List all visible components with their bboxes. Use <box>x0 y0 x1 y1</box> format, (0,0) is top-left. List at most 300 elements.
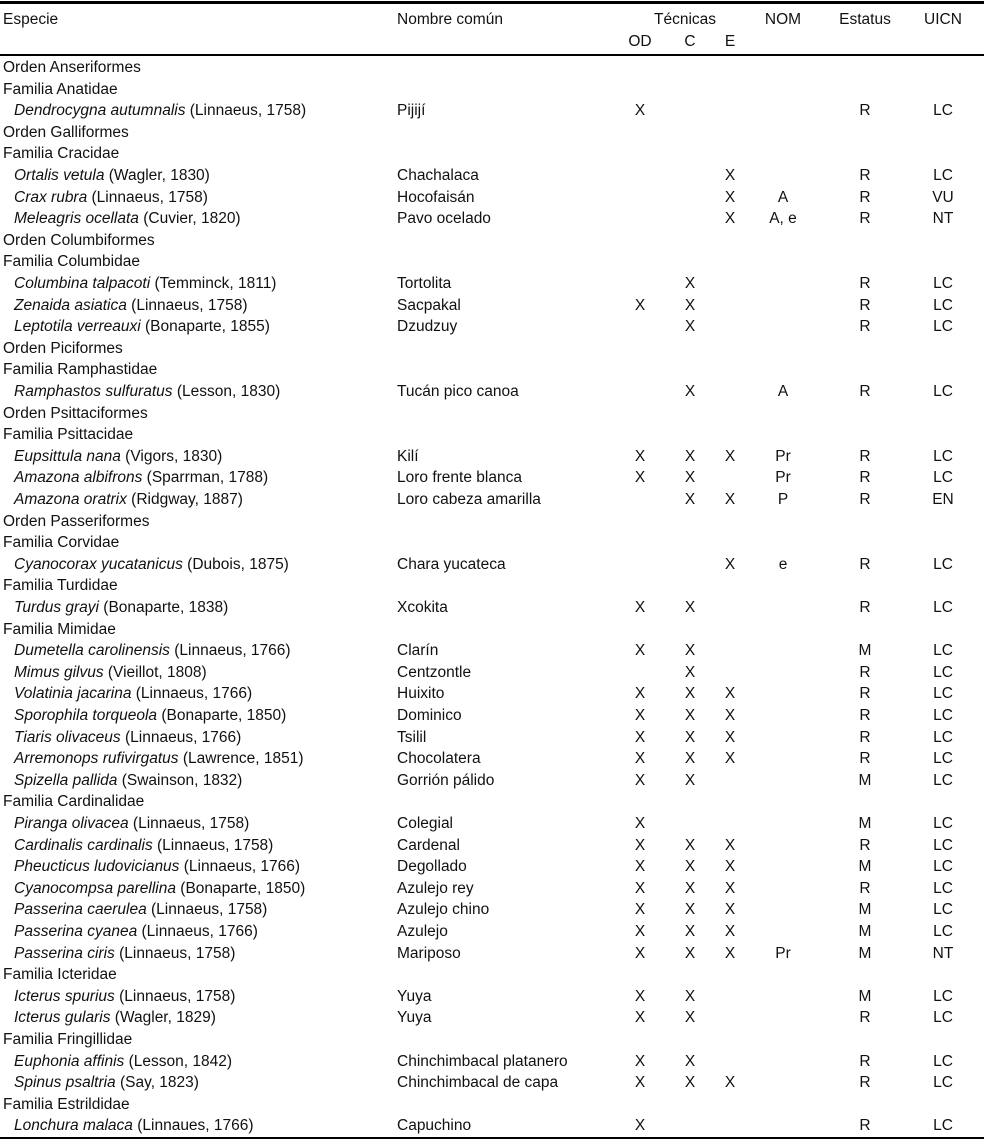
species-name: Spinus psaltria <box>14 1074 116 1092</box>
species-name: Turdus grayi <box>14 599 99 616</box>
species-cell <box>14 446 222 468</box>
group-label: Orden Piciformes <box>3 339 123 357</box>
estatus: M <box>858 858 872 876</box>
common-name: Capuchino <box>397 1117 472 1135</box>
species-name: Cyanocorax yucatanicus <box>14 555 183 573</box>
technique-c: X <box>684 447 696 465</box>
bottom-rule <box>0 1137 984 1139</box>
group-label: Familia Fringillidae <box>3 1031 133 1048</box>
common-name: Loro frente blanca <box>397 469 522 487</box>
uicn-status: LC <box>933 987 953 1005</box>
technique-od: X <box>634 944 646 962</box>
technique-od: X <box>634 685 646 703</box>
uicn-status: LC <box>933 771 953 789</box>
technique-e: X <box>724 210 736 228</box>
common-name: Chara yucateca <box>397 555 506 573</box>
species-name: Pheucticus ludovicianus <box>14 858 180 876</box>
uicn-status: LC <box>933 555 953 573</box>
nom-status: Pr <box>775 944 791 962</box>
species-author: (Bonaparte, 1838) <box>99 599 229 616</box>
uicn-status: LC <box>933 1117 953 1135</box>
estatus: R <box>859 1052 871 1070</box>
species-name: Zenaida asiatica <box>14 296 127 314</box>
technique-od: X <box>634 836 646 854</box>
uicn-status: LC <box>933 1074 953 1092</box>
group-label: Familia Cardinalidae <box>3 793 145 811</box>
group-row <box>0 359 984 381</box>
species-author: (Dubois, 1875) <box>182 555 289 573</box>
group-label: Orden Psittaciformes <box>3 404 148 422</box>
estatus: R <box>859 685 871 703</box>
technique-c: X <box>684 750 696 768</box>
header-od: OD <box>628 33 652 50</box>
estatus: M <box>858 923 872 940</box>
group-row <box>0 424 984 446</box>
species-author: (Linnaues, 1766) <box>132 1117 254 1135</box>
nom-status: A, e <box>769 210 797 228</box>
species-name: Sporophila torqueola <box>14 707 158 724</box>
estatus: R <box>859 318 871 336</box>
group-label: Familia Cracidae <box>3 145 120 163</box>
table-row <box>0 813 984 835</box>
technique-c: X <box>684 383 696 400</box>
technique-od: X <box>634 771 646 789</box>
technique-c: X <box>684 923 696 940</box>
header-uicn: UICN <box>924 11 962 28</box>
common-name: Huixito <box>397 685 445 703</box>
species-author: (Say, 1823) <box>115 1074 199 1092</box>
uicn-status: LC <box>933 1052 953 1070</box>
table-row <box>0 899 984 921</box>
group-label: Orden Columbiformes <box>3 231 155 249</box>
table-row <box>0 943 984 965</box>
estatus: R <box>859 491 871 508</box>
estatus: R <box>859 383 871 400</box>
technique-e: X <box>724 167 736 184</box>
species-cell <box>14 273 276 295</box>
technique-od: X <box>634 102 646 120</box>
species-cell <box>14 1072 199 1094</box>
species-cell <box>14 1007 216 1029</box>
table-row <box>0 165 984 187</box>
estatus: R <box>859 555 871 573</box>
table-row <box>0 835 984 857</box>
technique-c: X <box>684 685 696 703</box>
common-name: Chachalaca <box>397 167 479 184</box>
estatus: R <box>859 750 871 768</box>
technique-od: X <box>634 296 646 314</box>
species-name: Amazona oratrix <box>14 491 127 508</box>
species-cell <box>14 705 286 727</box>
table-row <box>0 489 984 511</box>
group-label: Orden Galliformes <box>3 123 129 141</box>
technique-c: X <box>684 491 696 508</box>
species-author: (Lesson, 1842) <box>124 1052 233 1070</box>
technique-c: X <box>684 987 696 1005</box>
species-author: (Cuvier, 1820) <box>138 210 241 228</box>
uicn-status: LC <box>933 815 953 832</box>
species-author: (Linnaeus, 1758) <box>114 987 236 1005</box>
estatus: R <box>859 599 871 616</box>
species-cell <box>14 943 235 965</box>
uicn-status: LC <box>933 167 953 184</box>
group-row <box>0 338 984 360</box>
common-name: Mariposo <box>397 944 461 962</box>
estatus: R <box>859 469 871 487</box>
uicn-status: LC <box>933 685 953 703</box>
species-author: (Vigors, 1830) <box>120 447 223 465</box>
technique-e: X <box>724 750 736 768</box>
uicn-status: LC <box>933 923 953 940</box>
uicn-status: LC <box>933 296 953 314</box>
header-estatus: Estatus <box>839 11 891 28</box>
technique-e: X <box>724 188 736 206</box>
uicn-status: LC <box>933 728 953 746</box>
species-cell <box>14 878 305 900</box>
technique-e: X <box>724 879 736 897</box>
uicn-status: LC <box>933 1009 953 1027</box>
technique-c: X <box>684 771 696 789</box>
common-name: Dzudzuy <box>397 318 458 336</box>
technique-od: X <box>634 1009 646 1027</box>
estatus: R <box>859 1074 871 1092</box>
group-row <box>0 1094 984 1116</box>
table-row <box>0 878 984 900</box>
estatus: M <box>858 771 872 789</box>
uicn-status: LC <box>933 102 953 120</box>
technique-c: X <box>684 642 696 660</box>
species-cell <box>14 1051 232 1073</box>
species-author: (Swainson, 1832) <box>117 771 243 789</box>
group-row <box>0 575 984 597</box>
group-label: Orden Anseriformes <box>3 59 141 76</box>
uicn-status: VU <box>932 188 954 206</box>
group-label: Familia Mimidae <box>3 620 116 638</box>
species-cell <box>14 986 235 1008</box>
technique-e: X <box>724 447 736 465</box>
species-author: (Linnaeus, 1766) <box>179 858 301 876</box>
species-name: Meleagris ocellata <box>14 210 139 228</box>
species-name: Eupsittula nana <box>14 447 121 465</box>
group-row <box>0 964 984 986</box>
species-cell <box>14 295 248 317</box>
technique-e: X <box>724 923 736 940</box>
table-row <box>0 187 984 209</box>
common-name: Loro cabeza amarilla <box>397 491 541 508</box>
technique-e: X <box>724 944 736 962</box>
species-name: Passerina caerulea <box>14 901 147 919</box>
species-author: (Bonaparte, 1850) <box>157 707 287 724</box>
species-cell <box>14 208 241 230</box>
header-nom: NOM <box>764 11 802 28</box>
estatus: R <box>859 707 871 724</box>
table-row <box>0 1051 984 1073</box>
common-name: Azulejo <box>397 923 448 940</box>
uicn-status: EN <box>932 491 954 508</box>
uicn-status: LC <box>933 836 953 854</box>
species-cell <box>14 748 303 770</box>
technique-od: X <box>634 815 646 832</box>
technique-od: X <box>634 707 646 724</box>
common-name: Pijijí <box>397 102 426 120</box>
species-cell <box>14 597 228 619</box>
species-cell <box>14 489 243 511</box>
common-name: Azulejo chino <box>397 901 490 919</box>
species-author: (Linnaeus, 1758) <box>126 296 248 314</box>
technique-od: X <box>634 1074 646 1092</box>
header-nombre-comun: Nombre común <box>397 11 503 28</box>
technique-od: X <box>634 1052 646 1070</box>
common-name: Clarín <box>397 642 439 660</box>
estatus: M <box>858 987 872 1005</box>
uicn-status: LC <box>933 447 953 465</box>
technique-c: X <box>684 1009 696 1027</box>
header-c: C <box>684 33 696 50</box>
technique-c: X <box>684 1052 696 1070</box>
technique-e: X <box>724 836 736 854</box>
group-row <box>0 122 984 144</box>
species-cell <box>14 554 289 576</box>
technique-od: X <box>634 642 646 660</box>
estatus: R <box>859 167 871 184</box>
species-name: Euphonia affinis <box>14 1052 125 1070</box>
species-name: Dumetella carolinensis <box>14 642 170 660</box>
common-name: Yuya <box>397 1009 432 1027</box>
group-label: Familia Turdidae <box>3 577 118 595</box>
species-name: Spizella pallida <box>14 771 118 789</box>
technique-e: X <box>724 901 736 919</box>
uicn-status: LC <box>933 318 953 336</box>
nom-status: Pr <box>775 447 791 465</box>
species-name: Amazona albifrons <box>14 469 143 487</box>
technique-c: X <box>684 901 696 919</box>
technique-c: X <box>684 318 696 336</box>
species-author: (Lesson, 1830) <box>172 383 281 400</box>
species-name: Tiaris olivaceus <box>14 728 121 746</box>
group-row <box>0 791 984 813</box>
table-row <box>0 446 984 468</box>
species-cell <box>14 856 300 878</box>
group-row <box>0 532 984 554</box>
uicn-status: LC <box>933 858 953 876</box>
species-cell <box>14 813 249 835</box>
species-author: (Ridgway, 1887) <box>126 491 243 508</box>
group-label: Familia Ramphastidae <box>3 361 158 379</box>
species-name: Lonchura malaca <box>14 1117 133 1135</box>
species-cell <box>14 683 252 705</box>
species-author: (Linnaeus, 1758) <box>146 901 268 919</box>
common-name: Cardenal <box>397 836 460 854</box>
species-cell <box>14 770 242 792</box>
technique-od: X <box>634 1117 646 1135</box>
common-name: Gorrión pálido <box>397 771 495 789</box>
group-row <box>0 619 984 641</box>
table-row <box>0 316 984 338</box>
group-row <box>0 511 984 533</box>
species-cell <box>14 100 306 122</box>
group-row <box>0 251 984 273</box>
species-author: (Wagler, 1829) <box>110 1009 216 1027</box>
group-row <box>0 57 984 79</box>
table-row <box>0 986 984 1008</box>
common-name: Kilí <box>397 447 419 465</box>
species-name: Cyanocompsa parellina <box>14 879 176 897</box>
species-cell <box>14 899 267 921</box>
uicn-status: LC <box>933 879 953 897</box>
species-name: Icterus spurius <box>14 987 115 1005</box>
uicn-status: LC <box>933 469 953 487</box>
common-name: Yuya <box>397 987 432 1005</box>
species-author: (Linnaeus, 1758) <box>152 836 274 854</box>
common-name: Colegial <box>397 815 454 832</box>
technique-od: X <box>634 447 646 465</box>
species-name: Passerina cyanea <box>14 923 138 940</box>
estatus: M <box>858 901 872 919</box>
table-row <box>0 856 984 878</box>
technique-od: X <box>634 987 646 1005</box>
species-name: Arremonops rufivirgatus <box>14 750 179 768</box>
group-row <box>0 1029 984 1051</box>
table-row <box>0 467 984 489</box>
common-name: Chocolatera <box>397 750 481 768</box>
technique-c: X <box>684 858 696 876</box>
table-row <box>0 100 984 122</box>
table-row <box>0 921 984 943</box>
estatus: R <box>859 188 871 206</box>
species-author: (Temminck, 1811) <box>150 275 277 292</box>
estatus: R <box>859 1117 871 1135</box>
nom-status: A <box>777 383 789 400</box>
estatus: R <box>859 102 871 120</box>
technique-c: X <box>684 1074 696 1092</box>
species-name: Ramphastos sulfuratus <box>14 383 173 400</box>
nom-status: Pr <box>775 469 791 487</box>
technique-c: X <box>684 296 696 314</box>
species-cell <box>14 640 291 662</box>
uicn-status: LC <box>933 275 953 292</box>
header-especie: Especie <box>3 11 59 28</box>
species-name: Columbina talpacoti <box>14 275 151 292</box>
table-row <box>0 554 984 576</box>
species-author: (Linnaeus, 1766) <box>137 923 258 940</box>
uicn-status: LC <box>933 663 953 681</box>
group-row <box>0 403 984 425</box>
estatus: R <box>859 275 871 292</box>
technique-c: X <box>684 663 696 681</box>
species-author: (Bonaparte, 1855) <box>140 318 270 336</box>
estatus: M <box>858 642 872 660</box>
table-row <box>0 1007 984 1029</box>
estatus: R <box>859 1009 871 1027</box>
common-name: Degollado <box>397 858 467 876</box>
group-row <box>0 79 984 101</box>
table-row <box>0 1115 984 1137</box>
technique-od: X <box>634 750 646 768</box>
header-rule <box>0 54 984 56</box>
technique-e: X <box>724 1074 736 1092</box>
technique-c: X <box>684 275 696 292</box>
estatus: R <box>859 836 871 854</box>
species-name: Leptotila verreauxi <box>14 318 141 336</box>
technique-od: X <box>634 923 646 940</box>
group-label: Familia Estrildidae <box>3 1095 130 1113</box>
species-name: Dendrocygna autumnalis <box>14 102 186 120</box>
species-author: (Lawrence, 1851) <box>178 750 304 768</box>
common-name: Chinchimbacal de capa <box>397 1074 559 1092</box>
uicn-status: LC <box>933 707 953 724</box>
common-name: Sacpakal <box>397 296 461 314</box>
group-label: Orden Passeriformes <box>3 512 150 530</box>
technique-e: X <box>724 685 736 703</box>
technique-od: X <box>634 728 646 746</box>
species-author: (Wagler, 1830) <box>104 167 210 184</box>
table-row <box>0 705 984 727</box>
species-cell <box>14 835 273 857</box>
technique-c: X <box>684 599 696 616</box>
common-name: Chinchimbacal platanero <box>397 1052 568 1070</box>
table-row <box>0 273 984 295</box>
estatus: R <box>859 447 871 465</box>
estatus: M <box>858 944 872 962</box>
species-name: Ortalis vetula <box>14 167 105 184</box>
technique-e: X <box>724 728 736 746</box>
uicn-status: LC <box>933 383 953 400</box>
table-row <box>0 748 984 770</box>
species-author: (Bonaparte, 1850) <box>175 879 306 897</box>
header-e: E <box>724 33 736 50</box>
estatus: R <box>859 728 871 746</box>
species-cell <box>14 381 280 403</box>
uicn-status: LC <box>933 750 953 768</box>
common-name: Dominico <box>397 707 462 724</box>
common-name: Tortolita <box>397 275 452 292</box>
common-name: Centzontle <box>397 663 472 681</box>
estatus: R <box>859 210 871 228</box>
group-label: Familia Psittacidae <box>3 426 134 444</box>
technique-c: X <box>684 836 696 854</box>
group-label: Familia Anatidae <box>3 80 118 98</box>
group-label: Familia Icteridae <box>3 966 117 984</box>
estatus: M <box>858 815 872 832</box>
group-row <box>0 230 984 252</box>
species-name: Piranga olivacea <box>14 815 129 832</box>
technique-od: X <box>634 599 646 616</box>
species-author: (Linnaeus, 1766) <box>131 685 253 703</box>
technique-od: X <box>634 879 646 897</box>
top-rule <box>0 1 984 4</box>
technique-c: X <box>684 879 696 897</box>
estatus: R <box>859 663 871 681</box>
technique-od: X <box>634 469 646 487</box>
common-name: Azulejo rey <box>397 879 474 897</box>
species-cell <box>14 316 270 338</box>
group-row <box>0 143 984 165</box>
species-author: (Linnaeus, 1758) <box>185 102 307 120</box>
species-cell <box>14 165 210 187</box>
species-author: (Sparrman, 1788) <box>142 469 269 487</box>
common-name: Pavo ocelado <box>397 210 491 228</box>
group-label: Familia Corvidae <box>3 534 120 552</box>
group-label: Familia Columbidae <box>3 253 140 271</box>
species-author: (Linnaeus, 1758) <box>114 944 236 962</box>
species-name: Cardinalis cardinalis <box>14 836 153 854</box>
technique-c: X <box>684 707 696 724</box>
species-cell <box>14 467 268 489</box>
uicn-status: LC <box>933 599 953 616</box>
table-row <box>0 662 984 684</box>
species-author: (Vieillot, 1808) <box>103 663 207 681</box>
common-name: Tucán pico canoa <box>397 383 519 400</box>
